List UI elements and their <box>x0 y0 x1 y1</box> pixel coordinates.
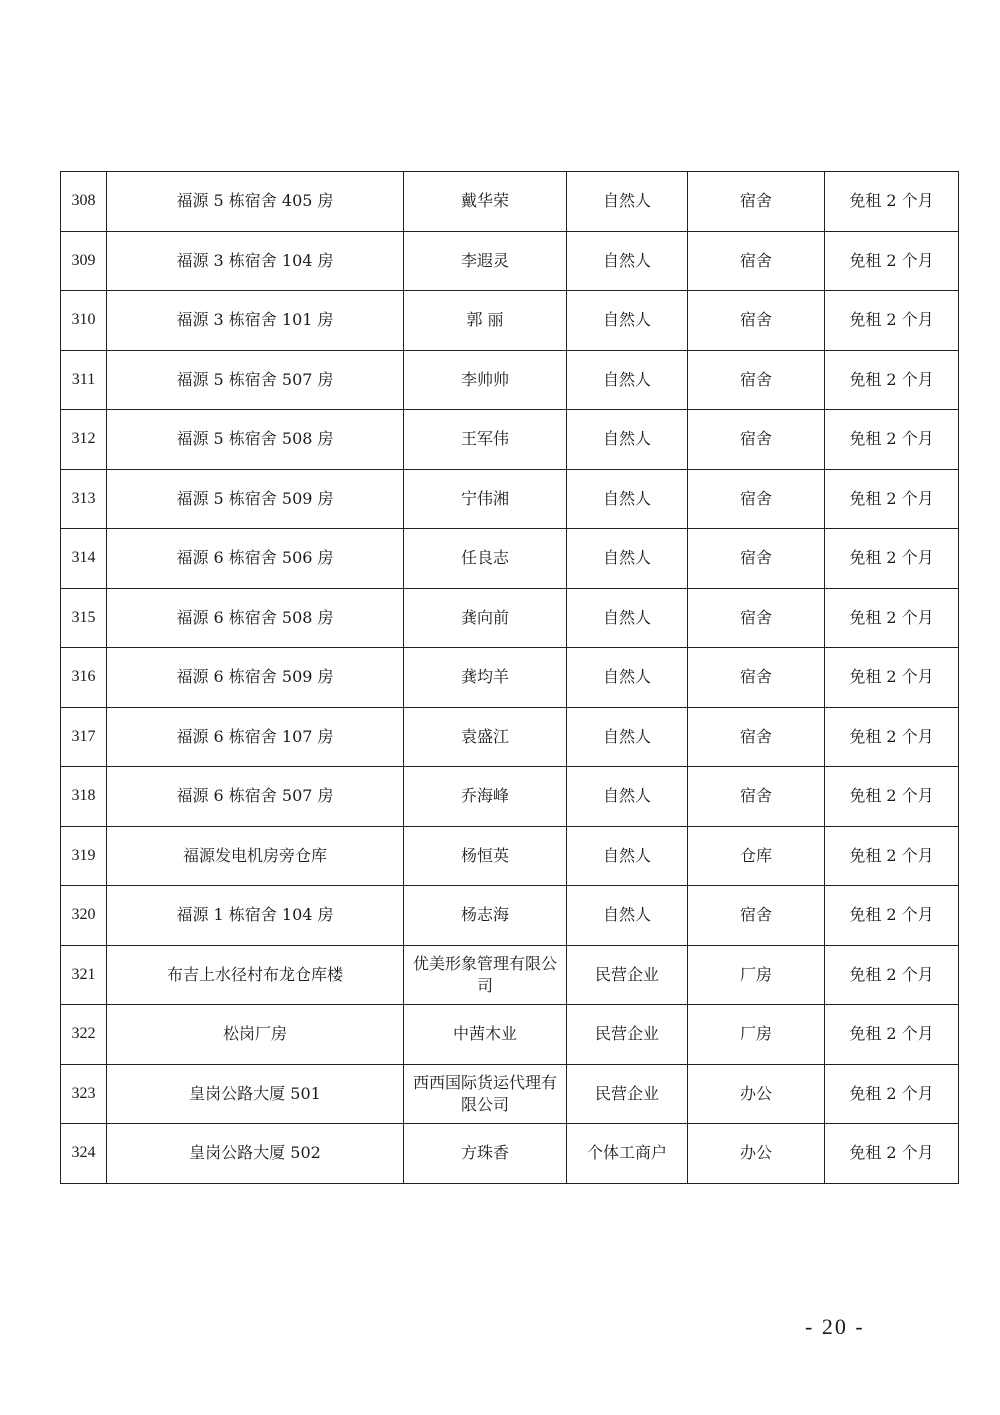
tenant-name: 杨恒英 <box>404 826 567 886</box>
property-address: 皇岗公路大厦 501 <box>107 1064 404 1124</box>
tenant-name: 戴华荣 <box>404 172 567 232</box>
table-row <box>61 231 959 291</box>
table-row <box>61 707 959 767</box>
tenant-type: 个体工商户 <box>567 1124 688 1184</box>
table-row <box>61 529 959 589</box>
row-number: 321 <box>61 945 107 1005</box>
row-number: 316 <box>61 648 107 708</box>
tenant-name: 宁伟湘 <box>404 469 567 529</box>
property-address: 福源 5 栋宿舍 507 房 <box>107 350 404 410</box>
row-number: 323 <box>61 1064 107 1124</box>
table-row <box>61 291 959 351</box>
property-usage: 宿舍 <box>688 648 825 708</box>
relief-policy: 免租 2 个月 <box>825 410 959 470</box>
tenant-name: 方珠香 <box>404 1124 567 1184</box>
tenant-type: 自然人 <box>567 648 688 708</box>
tenant-name: 优美形象管理有限公司 <box>404 945 567 1005</box>
table-row <box>61 350 959 410</box>
property-usage: 办公 <box>688 1064 825 1124</box>
tenant-name: 龚均羊 <box>404 648 567 708</box>
tenant-type: 民营企业 <box>567 945 688 1005</box>
property-address: 福源 6 栋宿舍 507 房 <box>107 767 404 827</box>
tenant-name: 任良志 <box>404 529 567 589</box>
property-address: 福源发电机房旁仓库 <box>107 826 404 886</box>
row-number: 312 <box>61 410 107 470</box>
row-number: 314 <box>61 529 107 589</box>
property-usage: 厂房 <box>688 1005 825 1065</box>
property-usage: 宿舍 <box>688 469 825 529</box>
tenant-name: 杨志海 <box>404 886 567 946</box>
relief-policy: 免租 2 个月 <box>825 291 959 351</box>
table-row <box>61 1064 959 1124</box>
property-usage: 宿舍 <box>688 767 825 827</box>
row-number: 322 <box>61 1005 107 1065</box>
property-usage: 宿舍 <box>688 588 825 648</box>
tenant-name: 郭 丽 <box>404 291 567 351</box>
tenant-type: 自然人 <box>567 886 688 946</box>
property-usage: 宿舍 <box>688 410 825 470</box>
table-row <box>61 469 959 529</box>
tenant-name: 李帅帅 <box>404 350 567 410</box>
tenant-type: 自然人 <box>567 826 688 886</box>
relief-policy: 免租 2 个月 <box>825 231 959 291</box>
relief-policy: 免租 2 个月 <box>825 707 959 767</box>
table-body <box>61 172 959 1184</box>
property-address: 福源 5 栋宿舍 508 房 <box>107 410 404 470</box>
property-address: 福源 3 栋宿舍 104 房 <box>107 231 404 291</box>
row-number: 313 <box>61 469 107 529</box>
table-row <box>61 886 959 946</box>
row-number: 318 <box>61 767 107 827</box>
row-number: 308 <box>61 172 107 232</box>
tenant-type: 自然人 <box>567 469 688 529</box>
table-row <box>61 172 959 232</box>
property-address: 福源 6 栋宿舍 506 房 <box>107 529 404 589</box>
property-usage: 厂房 <box>688 945 825 1005</box>
table-row <box>61 410 959 470</box>
row-number: 315 <box>61 588 107 648</box>
property-address: 皇岗公路大厦 502 <box>107 1124 404 1184</box>
tenant-name: 中茜木业 <box>404 1005 567 1065</box>
property-usage: 宿舍 <box>688 529 825 589</box>
tenant-type: 自然人 <box>567 410 688 470</box>
relief-policy: 免租 2 个月 <box>825 350 959 410</box>
relief-policy: 免租 2 个月 <box>825 648 959 708</box>
row-number: 309 <box>61 231 107 291</box>
page-number: - 20 - <box>805 1314 865 1339</box>
tenant-type: 民营企业 <box>567 1005 688 1065</box>
relief-policy: 免租 2 个月 <box>825 588 959 648</box>
relief-policy: 免租 2 个月 <box>825 469 959 529</box>
table-row <box>61 1124 959 1184</box>
row-number: 311 <box>61 350 107 410</box>
relief-policy: 免租 2 个月 <box>825 886 959 946</box>
tenant-type: 民营企业 <box>567 1064 688 1124</box>
tenant-name: 西西国际货运代理有限公司 <box>404 1064 567 1124</box>
property-usage: 仓库 <box>688 826 825 886</box>
tenant-type: 自然人 <box>567 767 688 827</box>
table-row <box>61 588 959 648</box>
property-address: 福源 6 栋宿舍 508 房 <box>107 588 404 648</box>
property-usage: 宿舍 <box>688 886 825 946</box>
property-usage: 宿舍 <box>688 172 825 232</box>
property-usage: 宿舍 <box>688 231 825 291</box>
row-number: 317 <box>61 707 107 767</box>
tenant-type: 自然人 <box>567 231 688 291</box>
property-address: 福源 6 栋宿舍 107 房 <box>107 707 404 767</box>
row-number: 320 <box>61 886 107 946</box>
row-number: 319 <box>61 826 107 886</box>
relief-policy: 免租 2 个月 <box>825 529 959 589</box>
rent-relief-table <box>60 171 959 1184</box>
table-row <box>61 767 959 827</box>
tenant-type: 自然人 <box>567 350 688 410</box>
tenant-type: 自然人 <box>567 291 688 351</box>
table-row <box>61 826 959 886</box>
table-row <box>61 1005 959 1065</box>
table-row <box>61 648 959 708</box>
row-number: 310 <box>61 291 107 351</box>
relief-policy: 免租 2 个月 <box>825 767 959 827</box>
property-address: 福源 5 栋宿舍 509 房 <box>107 469 404 529</box>
tenant-type: 自然人 <box>567 707 688 767</box>
property-address: 福源 5 栋宿舍 405 房 <box>107 172 404 232</box>
relief-policy: 免租 2 个月 <box>825 945 959 1005</box>
tenant-type: 自然人 <box>567 529 688 589</box>
property-address: 福源 6 栋宿舍 509 房 <box>107 648 404 708</box>
tenant-name: 龚向前 <box>404 588 567 648</box>
tenant-name: 袁盛江 <box>404 707 567 767</box>
property-address: 布吉上水径村布龙仓库楼 <box>107 945 404 1005</box>
property-usage: 宿舍 <box>688 707 825 767</box>
table-row <box>61 945 959 1005</box>
tenant-name: 王军伟 <box>404 410 567 470</box>
tenant-name: 乔海峰 <box>404 767 567 827</box>
relief-policy: 免租 2 个月 <box>825 1064 959 1124</box>
property-address: 松岗厂房 <box>107 1005 404 1065</box>
relief-policy: 免租 2 个月 <box>825 1005 959 1065</box>
tenant-name: 李遐灵 <box>404 231 567 291</box>
row-number: 324 <box>61 1124 107 1184</box>
property-address: 福源 1 栋宿舍 104 房 <box>107 886 404 946</box>
relief-policy: 免租 2 个月 <box>825 826 959 886</box>
property-usage: 宿舍 <box>688 291 825 351</box>
property-address: 福源 3 栋宿舍 101 房 <box>107 291 404 351</box>
tenant-type: 自然人 <box>567 588 688 648</box>
tenant-type: 自然人 <box>567 172 688 232</box>
relief-policy: 免租 2 个月 <box>825 1124 959 1184</box>
property-usage: 办公 <box>688 1124 825 1184</box>
property-usage: 宿舍 <box>688 350 825 410</box>
relief-policy: 免租 2 个月 <box>825 172 959 232</box>
